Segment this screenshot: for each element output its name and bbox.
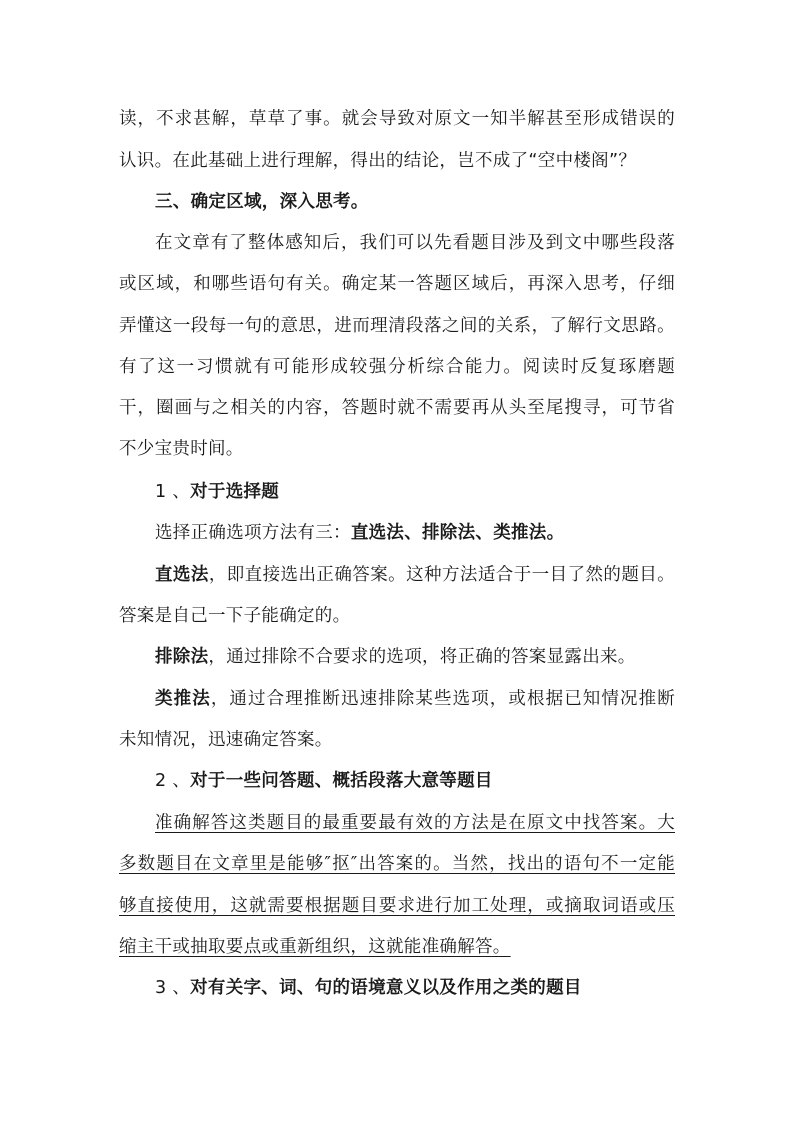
paragraph-line: 认识。在此基础上进行理解，得出的结论，岂不成了“空中楼阁”？ [119, 151, 637, 171]
subheading-number: 1 、 [155, 482, 191, 502]
paragraph-line [119, 935, 675, 959]
paragraph-line: 或区域，和哪些语句有关。确定某一答题区域后，再深入思考，仔细 [119, 274, 675, 294]
underlined-text: 够直接使用，这就需要根据题目要求进行加工处理，或摘取词语或压 [119, 896, 675, 916]
paragraph-line: 未知情况，迅速确定答案。 [119, 730, 333, 750]
paragraph-line: 读，不求甚解，草草了事。就会导致对原文一知半解甚至形成错误的 [119, 109, 675, 129]
definition: ，通过合理推断迅速排除某些选项，或根据已知情况推断 [210, 689, 676, 709]
definition: ，即直接选出正确答案。这种方法适合于一目了然的题目。 [208, 565, 675, 585]
paragraph-line [155, 687, 675, 711]
paragraph-line [119, 894, 675, 918]
paragraph-line [119, 852, 675, 876]
paragraph-line: 在文章有了整体感知后，我们可以先看题目涉及到文中哪些段落 [155, 233, 675, 253]
paragraph-line: 弄懂这一段每一句的意思，进而理清段落之间的关系，了解行文思路。 [119, 316, 675, 336]
subheading-2 [155, 769, 675, 793]
subheading-text: 对于选择题 [190, 482, 280, 502]
underlined-text: 缩主干或抽取要点或重新组织，这就能准确解答。 [119, 937, 511, 957]
method-list: 直选法、排除法、类推法。 [350, 523, 565, 543]
paragraph-line [155, 645, 675, 669]
subheading-text: 对于一些问答题、概括段落大意等题目 [190, 771, 493, 791]
paragraph-line [155, 521, 675, 545]
subheading-number: 2 、 [155, 771, 191, 791]
subheading-3 [155, 976, 675, 1000]
term-analogy: 类推法 [155, 689, 211, 709]
definition: ，通过排除不合要求的选项，将正确的答案显露出来。 [208, 647, 636, 667]
underlined-text: 准确解答这类题目的最重要最有效的方法是在原文中找答案。大 [155, 813, 675, 833]
term-elimination: 排除法 [155, 647, 209, 667]
subheading-text: 对有关字、词、句的语境意义以及作用之类的题目 [190, 978, 582, 998]
paragraph-line [155, 563, 675, 587]
paragraph-line: 干，圈画与之相关的内容，答题时就不需要再从头至尾搜寻，可节省 [119, 398, 675, 418]
term-direct: 直选法 [155, 565, 209, 585]
underlined-text: 多数题目在文章里是能够″抠″出答案的。当然，找出的语句不一定能 [119, 854, 675, 874]
subheading-1 [155, 480, 675, 504]
paragraph-line: 答案是自己一下子能确定的。 [119, 606, 351, 626]
paragraph-line [155, 811, 675, 835]
section-heading: 三、确定区域，深入思考。 [155, 192, 369, 212]
paragraph-line: 不少宝贵时间。 [119, 439, 244, 459]
paragraph-line: 有了这一习惯就有可能形成较强分析综合能力。阅读时反复琢磨题 [119, 357, 675, 377]
subheading-number: 3 、 [155, 978, 191, 998]
line-prefix: 选择正确选项方法有三： [155, 523, 351, 543]
